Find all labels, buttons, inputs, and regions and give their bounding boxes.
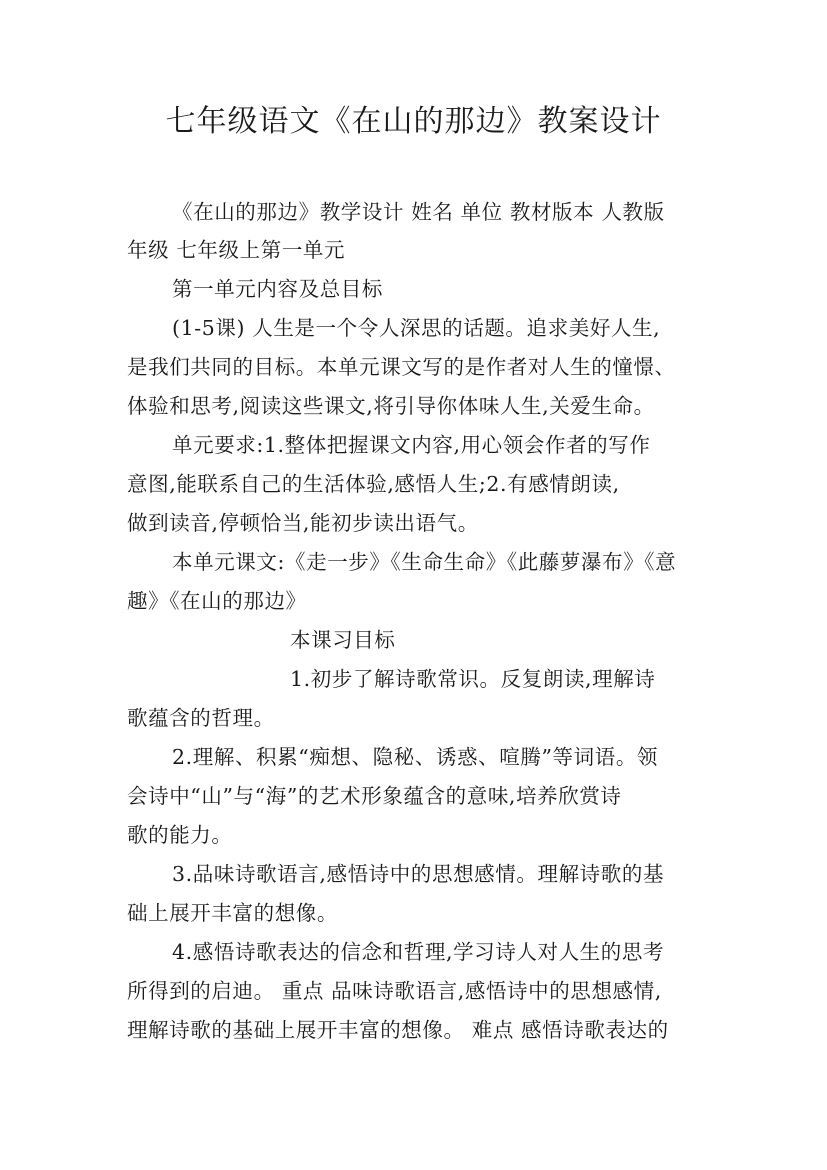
paragraph-line: 础上展开丰富的想像。 <box>127 901 338 925</box>
paragraph-line: 2.理解、积累“痴想、隐秘、诱惑、喧腾”等词语。领 <box>172 745 659 769</box>
paragraph-line: 第一单元内容及总目标 <box>172 277 383 301</box>
paragraph-line: 会诗中“山”与“海”的艺术形象蕴含的意味,培养欣赏诗 <box>127 784 622 808</box>
paragraph-line: 年级 七年级上第一单元 <box>127 238 346 262</box>
paragraph-line: 歌蕴含的哲理。 <box>127 706 275 730</box>
paragraph-line: 意图,能联系自己的生活体验,感悟人生;2.有感情朗读, <box>127 472 620 496</box>
paragraph-line: 做到读音,停顿恰当,能初步读出语气。 <box>127 511 479 535</box>
paragraph-line: 是我们共同的目标。本单元课文写的是作者对人生的憧憬、 <box>127 355 676 379</box>
section-heading: 本课习目标 <box>290 628 396 652</box>
paragraph-line: 体验和思考,阅读这些课文,将引导你体味人生,关爱生命。 <box>127 394 655 418</box>
paragraph-line: 《在山的那边》教学设计 姓名 单位 教材版本 人教版 <box>172 200 665 224</box>
paragraph-line: 趣》《在山的那边》 <box>127 589 307 613</box>
paragraph-line: 所得到的启迪。 重点 品味诗歌语言,感悟诗中的思想感情, <box>127 979 662 1003</box>
paragraph-line: 本单元课文:《走一步》《生命生命》《此藤萝瀑布》《意 <box>172 550 677 574</box>
paragraph-line: 4.感悟诗歌表达的信念和哲理,学习诗人对人生的思考 <box>172 940 665 964</box>
paragraph-line: 单元要求:1.整体把握课文内容,用心领会作者的写作 <box>172 433 651 457</box>
paragraph-line: (1-5课) 人生是一个令人深思的话题。追求美好人生, <box>172 316 661 340</box>
paragraph-line: 歌的能力。 <box>127 823 233 847</box>
paragraph-line: 3.品味诗歌语言,感悟诗中的思想感情。理解诗歌的基 <box>172 862 665 886</box>
paragraph-line: 1.初步了解诗歌常识。反复朗读,理解诗 <box>290 667 656 691</box>
paragraph-line: 理解诗歌的基础上展开丰富的想像。 难点 感悟诗歌表达的 <box>127 1018 669 1042</box>
document-title: 七年级语文《在山的那边》教案设计 <box>165 104 662 139</box>
